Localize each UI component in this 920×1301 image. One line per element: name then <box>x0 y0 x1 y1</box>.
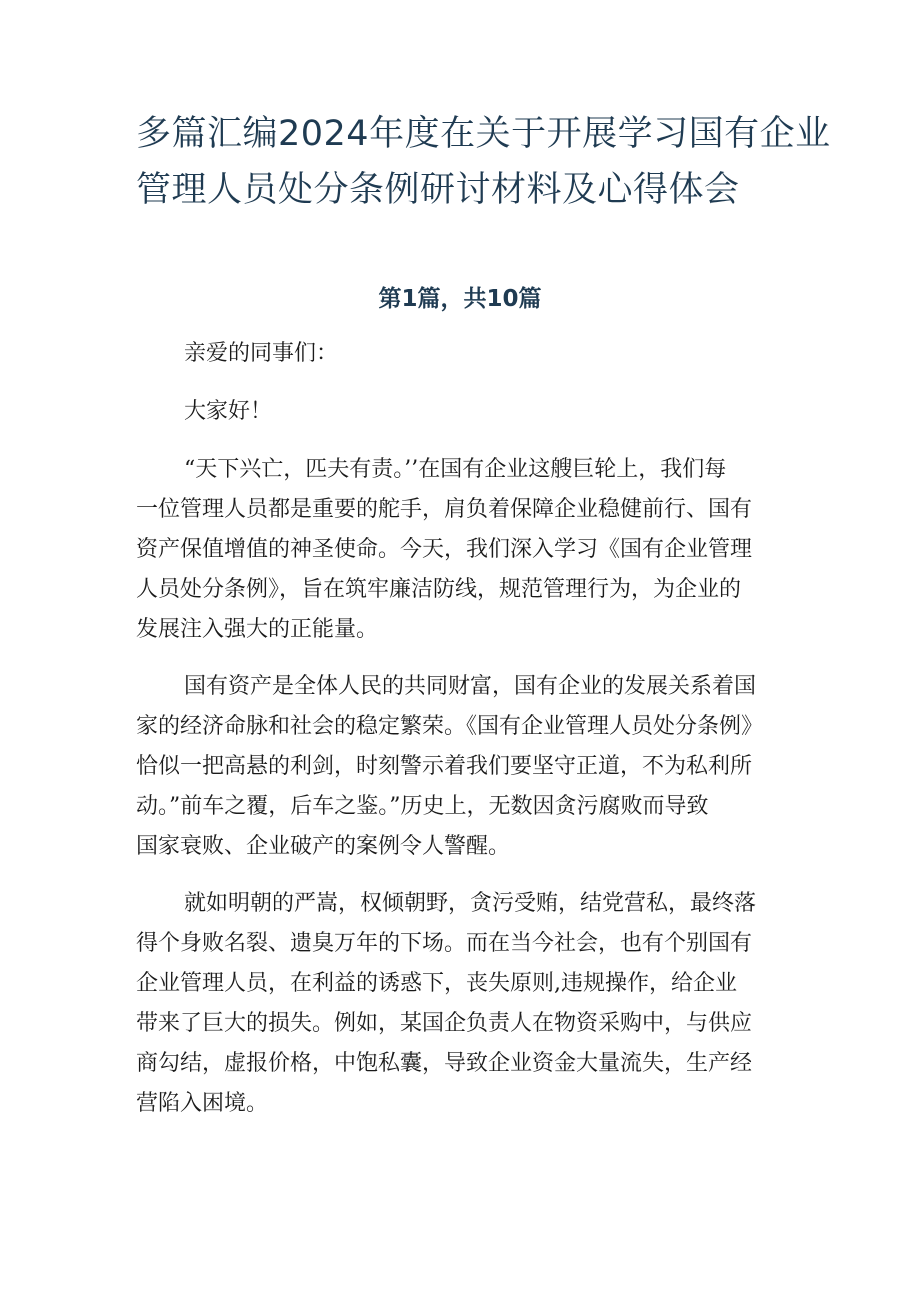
paragraph-line: 人员处分条例》，旨在筑牢廉洁防线，规范管理行为，为企业的 <box>136 577 742 602</box>
paragraph-line: 资产保值增值的神圣使命。今天，我们深入学习《国有企业管理 <box>136 537 753 562</box>
title-line-2: 管理人员处分条例研讨材料及心得体会 <box>136 170 740 210</box>
paragraph-line: 动。”前车之覆，后车之鉴。”历史上，无数因贪污腐败而导致 <box>136 794 709 819</box>
paragraph-line: 带来了巨大的损失。例如，某国企负责人在物资采购中，与供应 <box>136 1011 753 1036</box>
paragraph-line: 商勾结，虚报价格，中饱私囊，导致企业资金大量流失，生产经 <box>136 1051 753 1076</box>
paragraph-line: 恰似一把高悬的利剑，时刻警示着我们要坚守正道，不为私利所 <box>136 754 753 779</box>
paragraph-2 <box>136 667 796 867</box>
paragraph-line: 国家衰败、企业破产的案例令人警醒。 <box>136 834 511 859</box>
document-body <box>136 334 796 1141</box>
paragraph-line: “天下兴亡，匹夫有责。’’在国有企业这艘巨轮上，我们每 <box>184 457 727 482</box>
section-heading: 第1篇，共10篇 <box>378 286 542 312</box>
paragraph-line: 国有资产是全体人民的共同财富，国有企业的发展关系着国 <box>184 674 757 699</box>
paragraph-line: 发展注入强大的正能量。 <box>136 617 379 642</box>
paragraph-line: 就如明朝的严嵩，权倾朝野，贪污受贿，结党营私，最终落 <box>184 891 757 916</box>
title-line-1: 多篇汇编2024年度在关于开展学习国有企业 <box>136 114 831 154</box>
paragraph-line: 家的经济命脉和社会的稳定繁荣。《国有企业管理人员处分条例》 <box>136 714 764 739</box>
paragraph-1 <box>136 450 796 650</box>
salutation: 亲爱的同事们： <box>184 341 339 366</box>
paragraph-line: 企业管理人员，在利益的诱惑下，丧失原则,违规操作，给企业 <box>136 971 737 996</box>
paragraph-line: 营陷入困境。 <box>136 1091 269 1116</box>
greeting: 大家好！ <box>184 399 273 424</box>
paragraph-line: 得个身败名裂、遗臭万年的下场。而在当今社会，也有个别国有 <box>136 931 753 956</box>
document-title <box>136 106 831 218</box>
paragraph-line: 一位管理人员都是重要的舵手，肩负着保障企业稳健前行、国有 <box>136 497 753 522</box>
paragraph-3 <box>136 884 796 1124</box>
